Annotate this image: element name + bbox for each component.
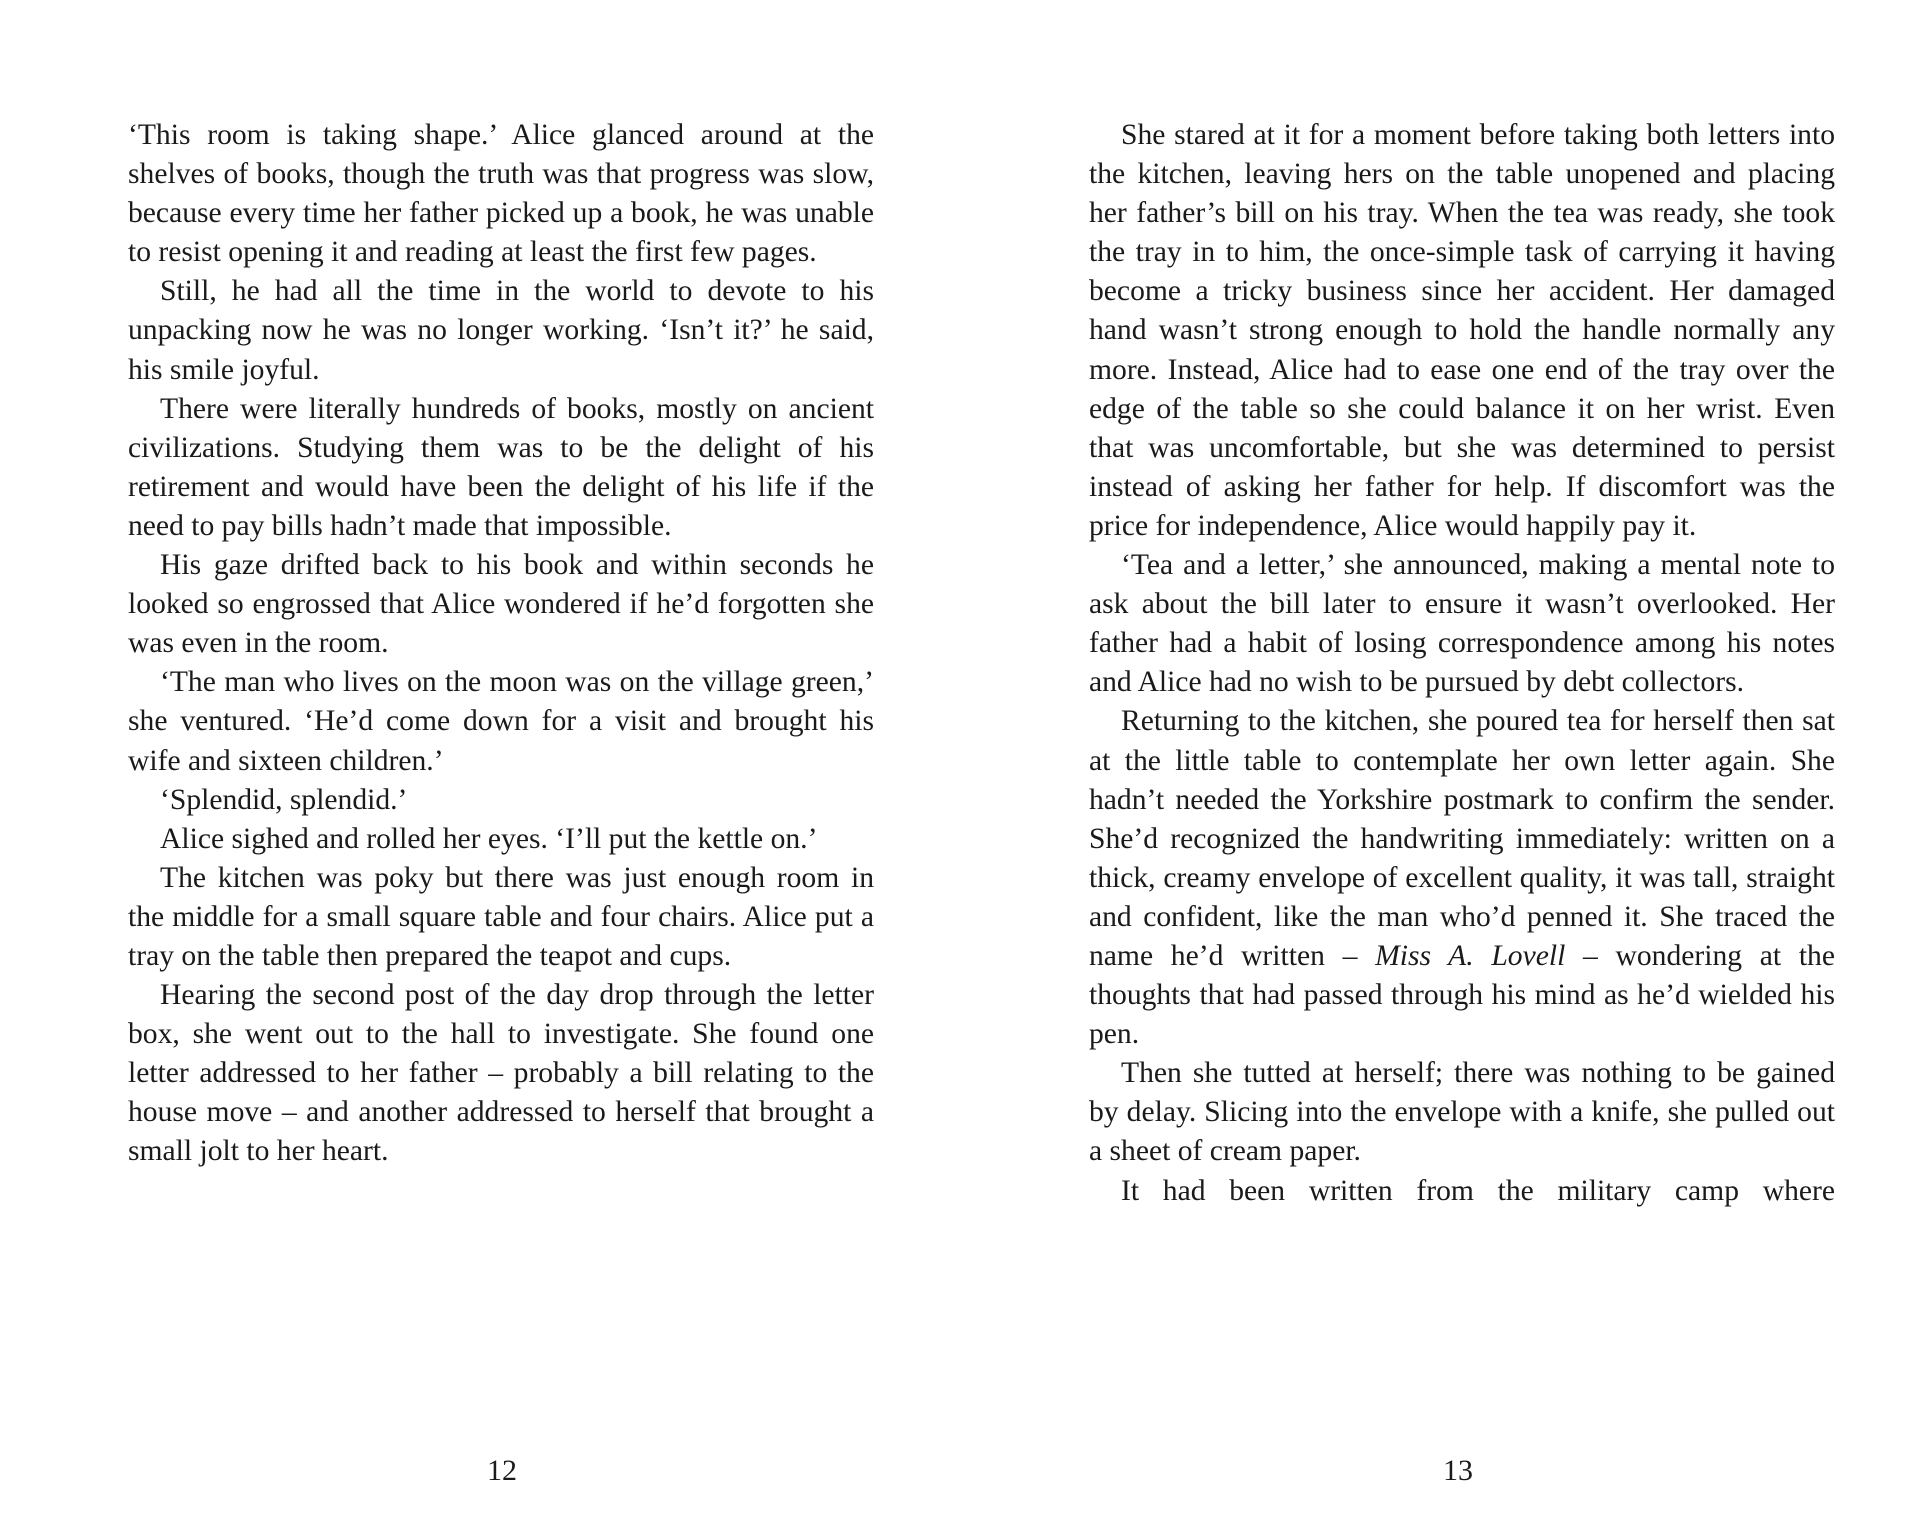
paragraph: It had been written from the military camp where <box>1121 1174 1835 1207</box>
left-page-text <box>128 116 874 1172</box>
paragraph <box>1089 702 1835 1054</box>
paragraph: His gaze drifted back to his book and within seconds he looked so engrossed that Alice wondered if he’d forgotten she was even in the room. <box>128 549 874 660</box>
paragraph: Then she tutted at herself; there was nothing to be gained by delay. Slicing into the envelope with a knife, she pulled out a sheet of cream paper. <box>1089 1057 1835 1168</box>
paragraph-text: – wondering at the thoughts that had passed through his mind as he’d wielded his pen. <box>1089 939 1835 1051</box>
paragraph: ‘Tea and a letter,’ she announced, making a mental note to ask about the bill later to ensure it wasn’t overlooked. Her father had a habit of losing correspondence among his notes and Alice had no wish to be pursued by debt collectors. <box>1089 549 1835 699</box>
letter-addressee: Miss A. Lovell <box>1375 939 1566 972</box>
paragraph: ‘Splendid, splendid.’ <box>160 783 408 816</box>
paragraph-text: Returning to the kitchen, she poured tea for herself then sat at the little table to contemplate her own letter again. She hadn’t needed the Yorkshire postmark to confirm the sender. She’d recognized the handwriting immediately: written on a thick, creamy envelope of excellent quality, it was tall, straight and confident, like the man who’d penned it. She traced the name he’d written – <box>1089 705 1835 972</box>
paragraph: ‘This room is taking shape.’ Alice glanced around at the shelves of books, though the truth was that progress was slow, because every time her father picked up a book, he was unable to resist opening it and reading at least the first few pages. <box>128 119 874 269</box>
paragraph: There were literally hundreds of books, mostly on ancient civilizations. Studying them was to be the delight of his retirement and would have been the delight of his life if the need to pay bills hadn’t made that impossible. <box>128 392 874 542</box>
paragraph: Still, he had all the time in the world to devote to his unpacking now he was no longer working. ‘Isn’t it?’ he said, his smile joyful. <box>128 275 874 386</box>
paragraph: ‘The man who lives on the moon was on the village green,’ she ventured. ‘He’d come down for a visit and brought his wife and sixteen children.’ <box>128 666 874 777</box>
paragraph: The kitchen was poky but there was just enough room in the middle for a small square table and four chairs. Alice put a tray on the table then prepared the teapot and cups. <box>128 861 874 972</box>
paragraph: Alice sighed and rolled her eyes. ‘I’ll put the kettle on.’ <box>160 822 818 855</box>
page-number-left: 12 <box>487 1454 517 1487</box>
left-page <box>128 116 874 1172</box>
right-page-text <box>1089 116 1835 1211</box>
paragraph: Hearing the second post of the day drop through the letter box, she went out to the hall to investigate. She found one letter addressed to her father – probably a bill relating to the house move – and another addressed to herself that brought a small jolt to her heart. <box>128 979 874 1168</box>
paragraph: She stared at it for a moment before taking both letters into the kitchen, leaving hers on the table unopened and placing her father’s bill on his tray. When the tea was ready, she took the tray in to him, the once-simple task of carrying it having become a tricky business since her accident. Her damaged hand wasn’t strong enough to hold the handle normally any more. Instead, Alice had to ease one end of the tray over the edge of the table so she could balance it on her wrist. Even that was uncomfortable, but she was determined to persist instead of asking her father for help. If discomfort was the price for independence, Alice would happily pay it. <box>1089 119 1835 542</box>
right-page <box>1089 116 1835 1211</box>
page-number-right: 13 <box>1443 1454 1473 1487</box>
